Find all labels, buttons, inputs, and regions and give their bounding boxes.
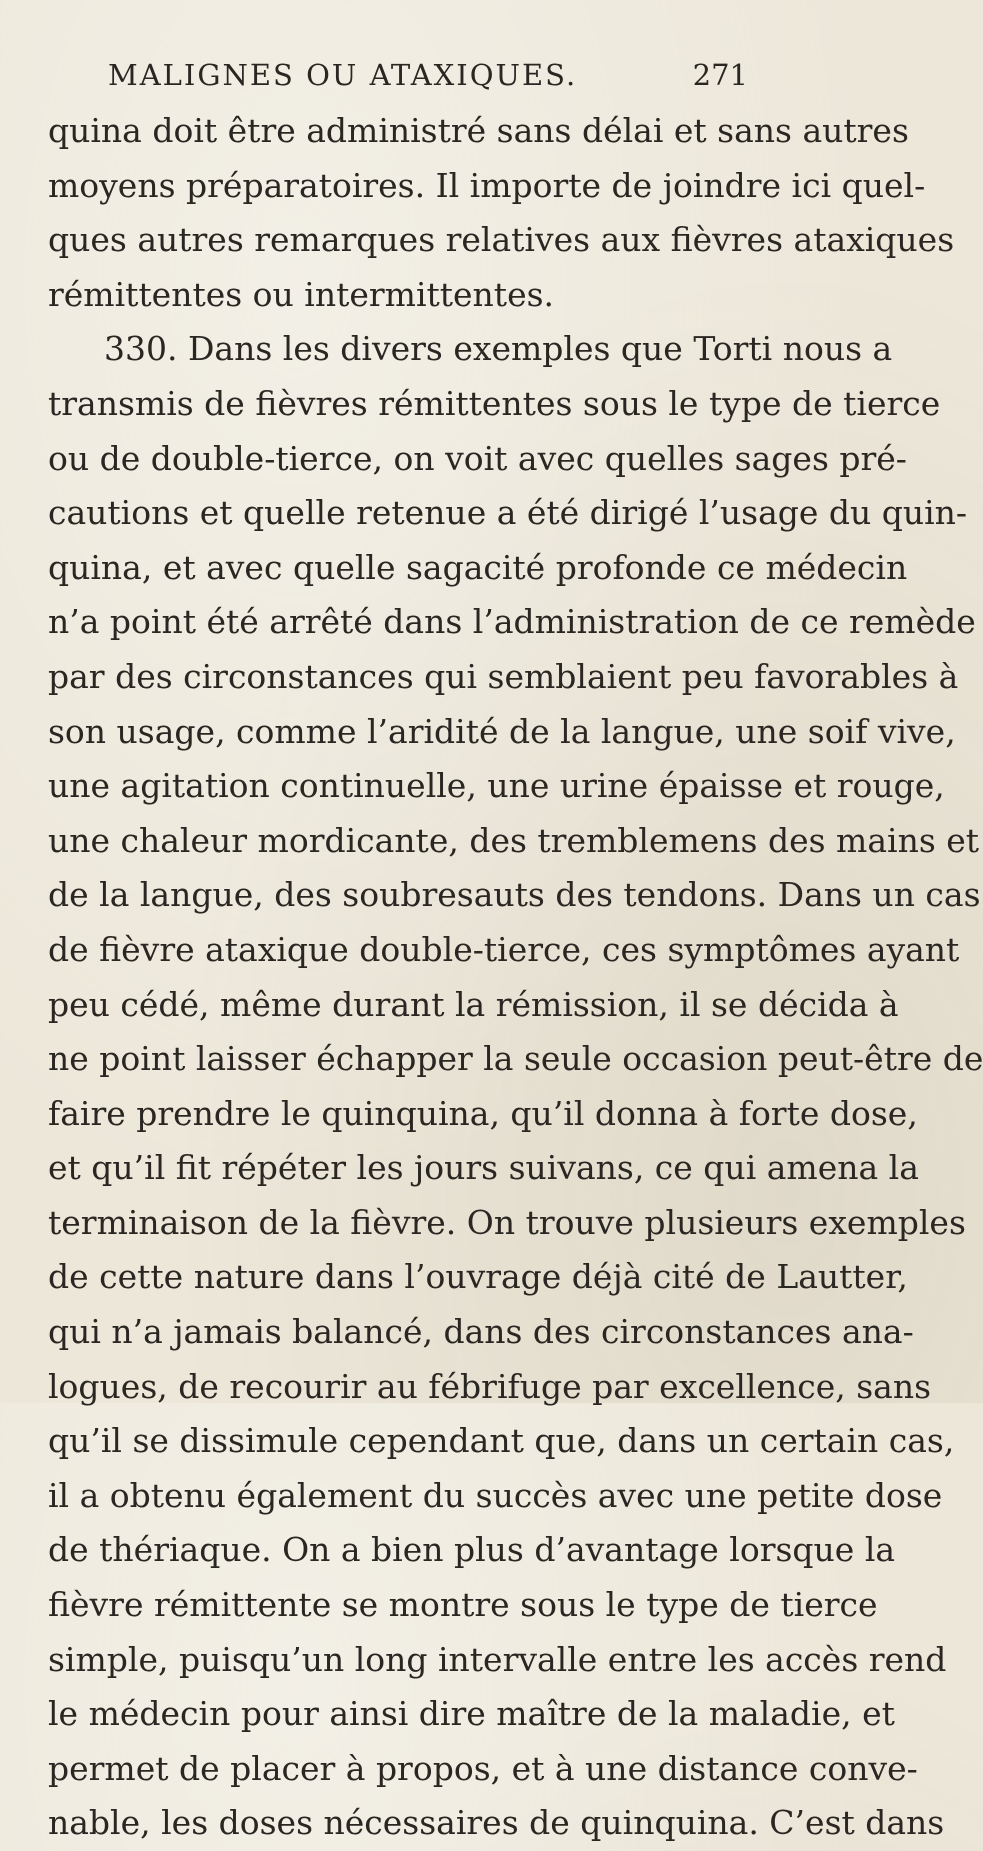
text-line: faire prendre le quinquina, qu’il donna à forte dose, (48, 1093, 918, 1133)
text-line: 330. Dans les divers exemples que Torti nous a (104, 329, 893, 369)
text-line: peu cédé, même durant la rémission, il se décida à (48, 984, 899, 1024)
text-line: terminaison de la fièvre. On trouve plusieurs exemples (48, 1202, 966, 1242)
text-line: il a obtenu également du succès avec une petite dose (48, 1475, 943, 1515)
text-line: quina, et avec quelle sagacité profonde ce médecin (48, 547, 908, 587)
text-line: le médecin pour ainsi dire maître de la maladie, et (48, 1694, 895, 1734)
text-line: nable, les doses nécessaires de quinquina. C’est dans (48, 1803, 945, 1843)
text-line: de la langue, des soubresauts des tendons. Dans un cas (48, 875, 981, 915)
text-line: qui n’a jamais balancé, dans des circonstances ana- (48, 1312, 914, 1352)
text-line: de thériaque. On a bien plus d’avantage lorsque la (48, 1530, 896, 1570)
running-head (108, 58, 748, 98)
text-line: de fièvre ataxique double-tierce, ces symptômes ayant (48, 929, 960, 969)
text-body (48, 104, 983, 1851)
text-line: n’a point été arrêté dans l’administration de ce remède (48, 602, 976, 642)
text-line: ques autres remarques relatives aux fièvres ataxiques (48, 220, 955, 260)
text-line: de cette nature dans l’ouvrage déjà cité de Lautter, (48, 1257, 908, 1297)
text-line: moyens préparatoires. Il importe de joindre ici quel- (48, 165, 926, 205)
running-title: MALIGNES OU ATAXIQUES. (108, 58, 578, 92)
text-line: cautions et quelle retenue a été dirigé l’usage du quin- (48, 493, 968, 533)
text-line: ou de double-tierce, on voit avec quelles sages pré- (48, 438, 907, 478)
text-line: par des circonstances qui semblaient peu favorables à (48, 656, 959, 696)
text-line: et qu’il fit répéter les jours suivans, ce qui amena la (48, 1148, 919, 1188)
text-line: rémittentes ou intermittentes. (48, 274, 555, 314)
text-line: permet de placer à propos, et à une distance conve- (48, 1748, 918, 1788)
text-line: transmis de fièvres rémittentes sous le type de tierce (48, 383, 941, 423)
text-line: une chaleur mordicante, des tremblemens des mains et (48, 820, 980, 860)
text-line: quina doit être administré sans délai et sans autres (48, 111, 909, 150)
text-line: simple, puisqu’un long intervalle entre les accès rend (48, 1639, 947, 1679)
text-line: son usage, comme l’aridité de la langue, une soif vive, (48, 711, 956, 751)
page-number: 271 (692, 58, 748, 92)
text-line: une agitation continuelle, une urine épaisse et rouge, (48, 766, 945, 806)
text-line: logues, de recourir au fébrifuge par excellence, sans (48, 1366, 932, 1406)
text-line: qu’il se dissimule cependant que, dans un certain cas, (48, 1421, 955, 1461)
text-line: fièvre rémittente se montre sous le type de tierce (48, 1585, 878, 1625)
text-line: ne point laisser échapper la seule occasion peut-être de (48, 1039, 983, 1079)
